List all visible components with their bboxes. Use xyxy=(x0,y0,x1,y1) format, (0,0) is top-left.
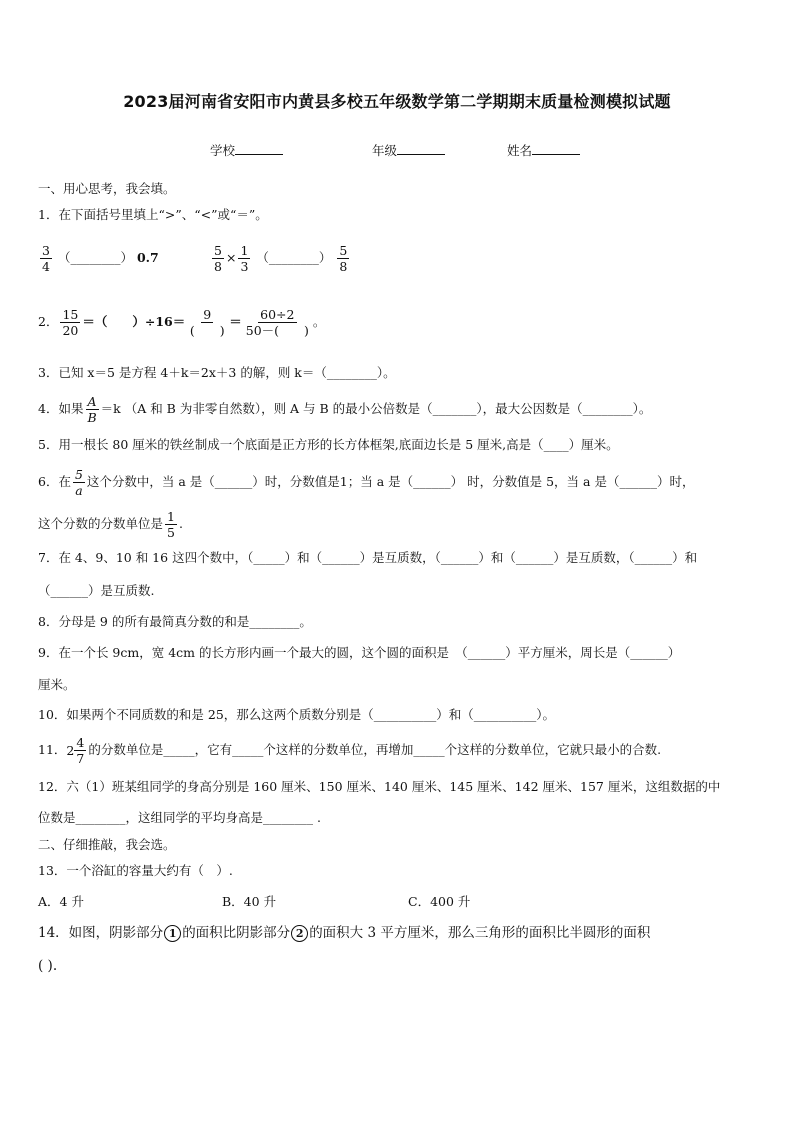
compare-value: 0.7 xyxy=(136,250,159,265)
option-c[interactable]: C．400 升 xyxy=(408,894,471,909)
question-11: 11． 2 $\frac{4}{7}$ 的分数单位是_____，它有_____个这样的分数单位，再增加_____个这样的分数单位，它就只最小的合数. xyxy=(38,735,662,766)
answer-blank: （________） xyxy=(57,250,133,265)
question-9-line-2: 厘米。 xyxy=(38,677,76,692)
answer-blank: （________） xyxy=(256,250,332,265)
question-9-line-1: 9．在一个长 9cm，宽 4cm 的长方形内画一个最大的圆，这个圆的面积是 （______）平方厘米，周长是（______） xyxy=(38,645,681,660)
question-7-line-2: （______）是互质数. xyxy=(38,583,155,598)
question-4: 4．如果 $\frac{A}{B}$ ＝k （A 和 B 为非零自然数），则 A 与 B 的最小公倍数是（_______），最大公因数是（________）。 xyxy=(38,394,652,425)
grade-label: 年级 xyxy=(372,143,398,158)
question-10: 10．如果两个不同质数的和是 25，那么这两个质数分别是（__________）和（__________）。 xyxy=(38,707,556,722)
section-1-heading: 一、用心思考，我会填。 xyxy=(38,181,176,196)
fraction: $\frac{4}{7}$ xyxy=(76,735,85,766)
grade-field xyxy=(372,141,445,159)
question-6-line-2: 这个分数的分数单位是 $\frac{1}{5}$ . xyxy=(38,509,183,540)
circled-number-2: 2 xyxy=(291,925,308,942)
question-12-line-1: 12．六（1）班某组同学的身高分别是 160 厘米、150 厘米、140 厘米、145 厘米、142 厘米、157 厘米，这组数据的中 xyxy=(38,779,721,794)
question-14-line-2: ( ). xyxy=(38,958,58,974)
fraction: $\frac{60\div 2}{50-( )}$ xyxy=(245,307,309,338)
exam-title: 2023届河南省安阳市内黄县多校五年级数学第二学期期末质量检测模拟试题 xyxy=(123,92,671,111)
question-8: 8．分母是 9 的所有最简真分数的和是________。 xyxy=(38,614,312,629)
option-a[interactable]: A．4 升 xyxy=(38,894,84,909)
question-14-line-1: 14．如图，阴影部分 1 的面积比阴影部分 2 的面积大 3 平方厘米，那么三角形的面积比半圆形的面积 xyxy=(38,925,651,941)
fraction: $\frac{9}{( )}$ xyxy=(189,307,225,338)
name-label: 姓名 xyxy=(507,143,533,158)
fraction: $\frac{1}{3}$ xyxy=(240,243,249,274)
fraction: $\frac{5}{8}$ xyxy=(339,243,348,274)
question-7-line-1: 7．在 4、9、10 和 16 这四个数中，（_____）和（______）是互质数，（______）和（______）是互质数，（______）和 xyxy=(38,550,698,565)
school-field xyxy=(210,141,283,159)
question-13: 13．一个浴缸的容量大约有（ ）. xyxy=(38,863,233,878)
question-1a xyxy=(38,243,159,274)
school-blank xyxy=(235,142,283,155)
question-12-line-2: 位数是________，这组同学的平均身高是________ . xyxy=(38,810,321,825)
circled-number-1: 1 xyxy=(164,925,181,942)
question-3: 3．已知 x＝5 是方程 4＋k＝2x＋3 的解，则 k＝（________）。 xyxy=(38,365,396,380)
name-field xyxy=(507,141,580,159)
section-2-heading: 二、仔细推敲，我会选。 xyxy=(38,837,176,852)
question-1b: $\frac{5}{8}$ × $\frac{1}{3}$ （________） $\frac{5}{8}$ xyxy=(214,243,348,274)
question-5: 5．用一根长 80 厘米的铁丝制成一个底面是正方形的长方体框架,底面边长是 5 厘米,高是（____）厘米。 xyxy=(38,437,619,452)
question-6-line-1: 6．在 $\frac{5}{a}$ 这个分数中，当 a 是（______）时，分数值是1；当 a 是（______） 时，分数值是 5，当 a 是（______）时， xyxy=(38,467,695,498)
fraction: $\frac{3}{4}$ xyxy=(42,243,50,274)
question-1-text: 1．在下面括号里填上“>”、“<”或“＝”。 xyxy=(38,207,268,222)
mixed-number: 2 $\frac{4}{7}$ xyxy=(66,735,85,766)
grade-blank xyxy=(397,142,445,155)
question-2: 2． $\frac{15}{20}$ ＝（ ）÷16＝ $\frac{9}{( )}$ ＝ $\frac{60\div 2}{50-( )}$ 。 xyxy=(38,307,326,338)
fraction: $\frac{5}{8}$ xyxy=(214,243,222,274)
fraction: $\frac{5}{a}$ xyxy=(74,467,83,498)
school-label: 学校 xyxy=(210,143,236,158)
fraction: $\frac{1}{5}$ xyxy=(167,509,175,540)
option-b[interactable]: B．40 升 xyxy=(222,894,277,909)
fraction: $\frac{15}{20}$ xyxy=(62,307,79,338)
fraction: $\frac{A}{B}$ xyxy=(87,394,97,425)
name-blank xyxy=(532,142,580,155)
